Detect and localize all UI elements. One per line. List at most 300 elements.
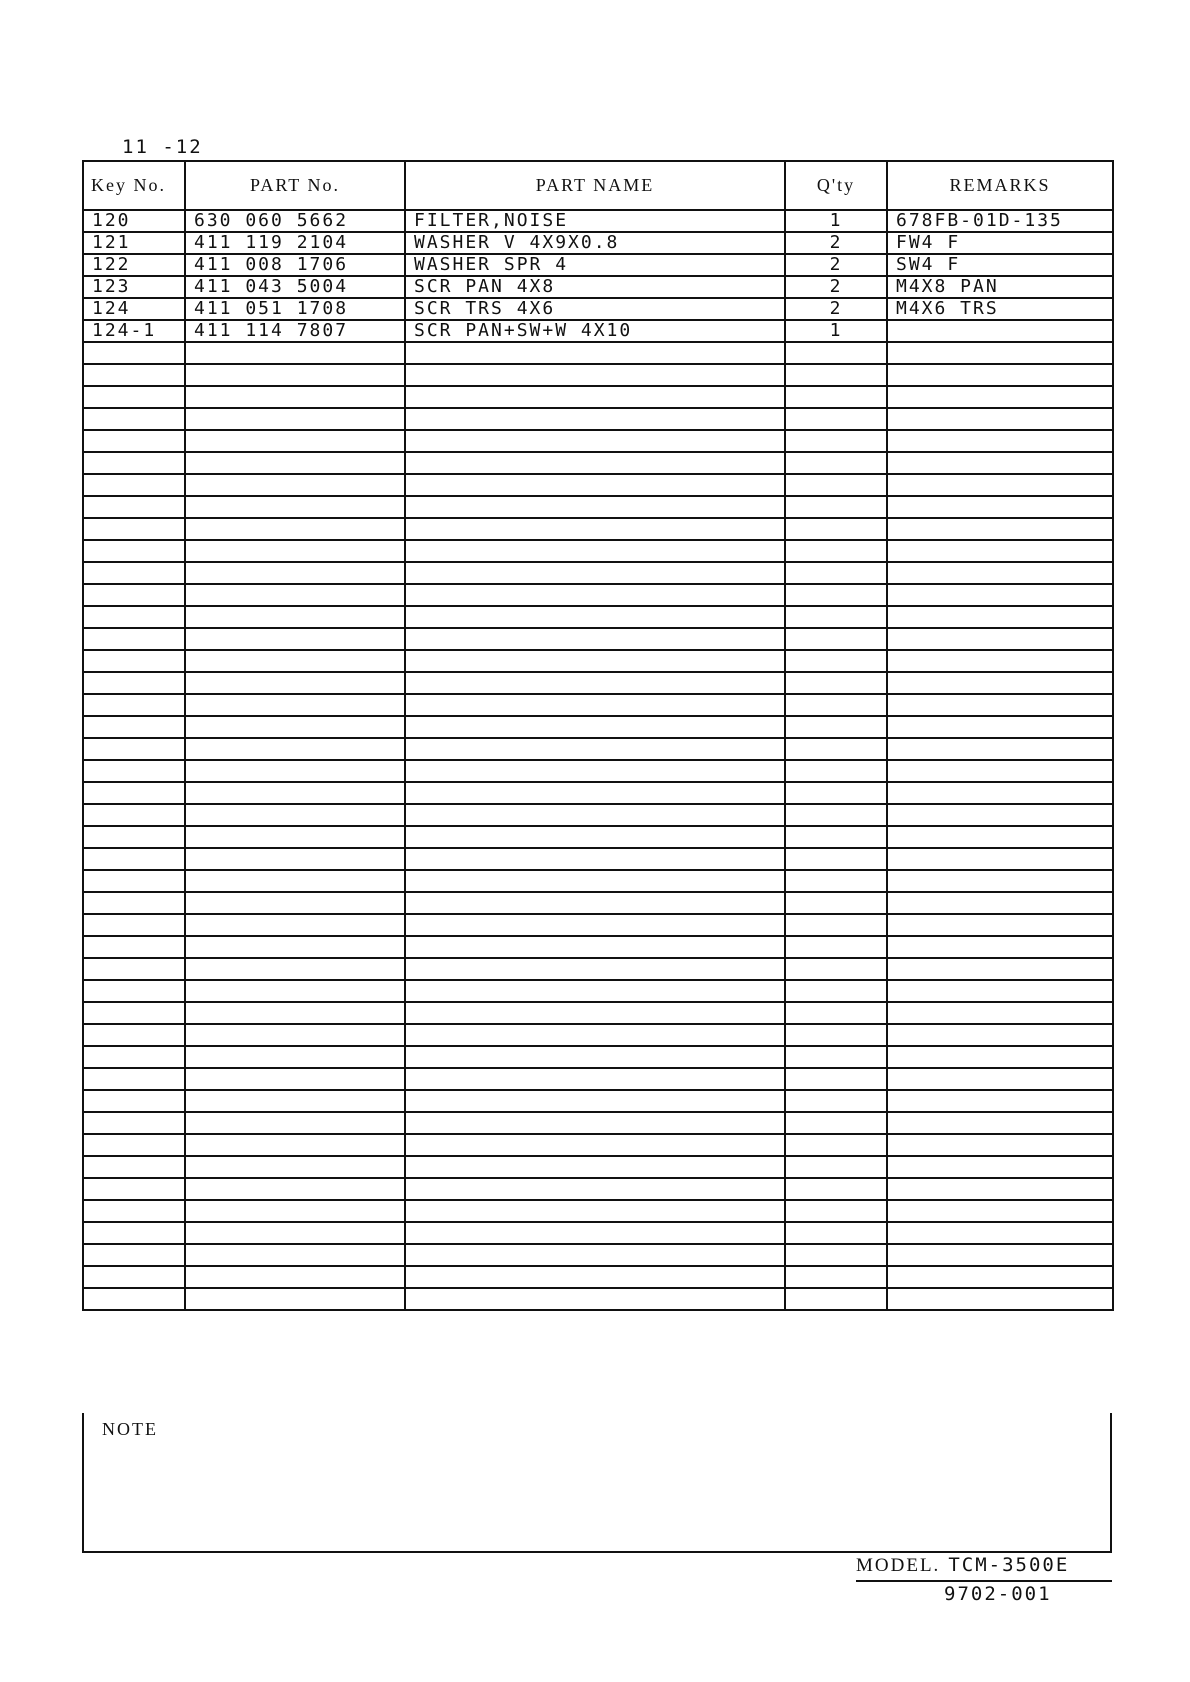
- cell-part-name: [405, 892, 785, 914]
- cell-qty: [785, 958, 887, 980]
- cell-key-no: [83, 716, 185, 738]
- header-remarks: REMARKS: [887, 161, 1113, 210]
- cell-remarks: [887, 958, 1113, 980]
- cell-key-no: [83, 562, 185, 584]
- cell-key-no: [83, 1244, 185, 1266]
- cell-part-no: 411 008 1706: [185, 254, 405, 276]
- cell-key-no: [83, 1222, 185, 1244]
- header-key-no: Key No.: [83, 161, 185, 210]
- cell-key-no: [83, 892, 185, 914]
- document-code: 9702-001: [944, 1583, 1052, 1605]
- cell-remarks: [887, 474, 1113, 496]
- cell-remarks: [887, 1156, 1113, 1178]
- cell-part-no: [185, 848, 405, 870]
- cell-part-name: [405, 540, 785, 562]
- cell-remarks: [887, 1266, 1113, 1288]
- cell-key-no: [83, 694, 185, 716]
- cell-part-name: FILTER,NOISE: [405, 210, 785, 232]
- table-row: [83, 892, 1113, 914]
- cell-part-name: SCR PAN 4X8: [405, 276, 785, 298]
- cell-remarks: [887, 782, 1113, 804]
- cell-part-name: [405, 430, 785, 452]
- cell-part-no: [185, 452, 405, 474]
- table-row: [83, 1068, 1113, 1090]
- cell-qty: [785, 584, 887, 606]
- cell-remarks: 678FB-01D-135: [887, 210, 1113, 232]
- table-row: [83, 562, 1113, 584]
- cell-part-name: [405, 342, 785, 364]
- cell-qty: [785, 1002, 887, 1024]
- cell-remarks: [887, 650, 1113, 672]
- cell-qty: [785, 804, 887, 826]
- table-row: [83, 804, 1113, 826]
- cell-qty: [785, 606, 887, 628]
- cell-part-no: [185, 716, 405, 738]
- cell-part-name: [405, 1200, 785, 1222]
- cell-part-no: [185, 364, 405, 386]
- cell-remarks: [887, 540, 1113, 562]
- table-header-row: [83, 161, 1113, 210]
- cell-key-no: 124: [83, 298, 185, 320]
- cell-part-name: [405, 606, 785, 628]
- table-row: [83, 1200, 1113, 1222]
- cell-part-name: [405, 628, 785, 650]
- cell-key-no: [83, 1068, 185, 1090]
- table-row: [83, 1002, 1113, 1024]
- cell-key-no: [83, 1266, 185, 1288]
- cell-qty: [785, 1288, 887, 1310]
- cell-qty: [785, 364, 887, 386]
- table-row: [83, 232, 1113, 254]
- table-row: [83, 826, 1113, 848]
- model-value: TCM-3500E: [948, 1554, 1070, 1576]
- cell-qty: [785, 870, 887, 892]
- cell-part-no: [185, 1156, 405, 1178]
- cell-remarks: [887, 408, 1113, 430]
- cell-part-no: [185, 650, 405, 672]
- table-row: [83, 628, 1113, 650]
- cell-part-no: [185, 430, 405, 452]
- cell-part-name: [405, 1024, 785, 1046]
- cell-qty: 1: [785, 210, 887, 232]
- cell-remarks: [887, 1090, 1113, 1112]
- cell-part-no: [185, 672, 405, 694]
- cell-remarks: [887, 672, 1113, 694]
- cell-qty: [785, 1024, 887, 1046]
- table-row: [83, 716, 1113, 738]
- cell-remarks: [887, 430, 1113, 452]
- cell-part-no: [185, 826, 405, 848]
- cell-part-name: [405, 1134, 785, 1156]
- cell-part-no: [185, 540, 405, 562]
- cell-qty: 2: [785, 232, 887, 254]
- cell-part-no: [185, 760, 405, 782]
- cell-key-no: [83, 804, 185, 826]
- cell-key-no: [83, 936, 185, 958]
- cell-remarks: [887, 1244, 1113, 1266]
- cell-qty: [785, 496, 887, 518]
- cell-part-no: [185, 496, 405, 518]
- cell-qty: [785, 826, 887, 848]
- cell-part-name: SCR TRS 4X6: [405, 298, 785, 320]
- cell-remarks: [887, 1068, 1113, 1090]
- cell-remarks: [887, 848, 1113, 870]
- cell-part-no: [185, 1222, 405, 1244]
- cell-key-no: [83, 1002, 185, 1024]
- cell-part-name: [405, 1266, 785, 1288]
- table-row: [83, 1112, 1113, 1134]
- cell-part-name: SCR PAN+SW+W 4X10: [405, 320, 785, 342]
- cell-qty: [785, 760, 887, 782]
- cell-part-name: [405, 848, 785, 870]
- cell-qty: [785, 1134, 887, 1156]
- cell-part-name: [405, 716, 785, 738]
- cell-part-no: [185, 1024, 405, 1046]
- cell-qty: [785, 1112, 887, 1134]
- table-row: [83, 496, 1113, 518]
- cell-part-no: [185, 1288, 405, 1310]
- cell-part-no: [185, 1090, 405, 1112]
- cell-remarks: [887, 1024, 1113, 1046]
- cell-part-no: [185, 958, 405, 980]
- cell-part-name: WASHER SPR 4: [405, 254, 785, 276]
- table-row: [83, 540, 1113, 562]
- cell-part-name: [405, 474, 785, 496]
- cell-part-no: [185, 1046, 405, 1068]
- cell-remarks: FW4 F: [887, 232, 1113, 254]
- cell-part-name: [405, 1178, 785, 1200]
- cell-remarks: [887, 562, 1113, 584]
- cell-part-no: [185, 518, 405, 540]
- table-row: [83, 1046, 1113, 1068]
- cell-part-name: [405, 738, 785, 760]
- cell-part-name: [405, 584, 785, 606]
- table-row: [83, 936, 1113, 958]
- header-part-name: PART NAME: [405, 161, 785, 210]
- cell-remarks: [887, 386, 1113, 408]
- table-row: [83, 694, 1113, 716]
- cell-key-no: 123: [83, 276, 185, 298]
- note-label: NOTE: [102, 1419, 158, 1439]
- cell-qty: [785, 738, 887, 760]
- cell-qty: [785, 1266, 887, 1288]
- table-row: [83, 1156, 1113, 1178]
- cell-qty: [785, 386, 887, 408]
- table-row: [83, 1024, 1113, 1046]
- cell-remarks: [887, 1046, 1113, 1068]
- cell-remarks: [887, 914, 1113, 936]
- cell-qty: [785, 628, 887, 650]
- table-row: [83, 782, 1113, 804]
- cell-part-name: [405, 562, 785, 584]
- table-row: [83, 254, 1113, 276]
- cell-part-name: [405, 694, 785, 716]
- cell-qty: [785, 430, 887, 452]
- model-label: MODEL.: [856, 1555, 941, 1576]
- cell-qty: [785, 848, 887, 870]
- cell-qty: [785, 1200, 887, 1222]
- table-row: [83, 958, 1113, 980]
- cell-key-no: [83, 474, 185, 496]
- cell-remarks: SW4 F: [887, 254, 1113, 276]
- cell-key-no: [83, 826, 185, 848]
- cell-qty: [785, 1156, 887, 1178]
- cell-qty: [785, 892, 887, 914]
- cell-part-no: [185, 386, 405, 408]
- table-row: [83, 650, 1113, 672]
- table-row: [83, 1266, 1113, 1288]
- table-row: [83, 1222, 1113, 1244]
- table-row: [83, 430, 1113, 452]
- cell-remarks: M4X8 PAN: [887, 276, 1113, 298]
- cell-part-no: 411 043 5004: [185, 276, 405, 298]
- cell-part-no: [185, 584, 405, 606]
- cell-key-no: [83, 1156, 185, 1178]
- cell-key-no: [83, 760, 185, 782]
- cell-remarks: [887, 452, 1113, 474]
- table-row: [83, 408, 1113, 430]
- table-row: [83, 518, 1113, 540]
- cell-part-name: [405, 1222, 785, 1244]
- cell-part-name: [405, 1046, 785, 1068]
- cell-qty: [785, 408, 887, 430]
- cell-part-no: 411 051 1708: [185, 298, 405, 320]
- cell-part-name: WASHER V 4X9X0.8: [405, 232, 785, 254]
- cell-remarks: M4X6 TRS: [887, 298, 1113, 320]
- cell-part-name: [405, 980, 785, 1002]
- cell-qty: [785, 650, 887, 672]
- cell-key-no: [83, 958, 185, 980]
- table-row: [83, 914, 1113, 936]
- cell-key-no: [83, 1024, 185, 1046]
- cell-qty: [785, 936, 887, 958]
- cell-qty: 2: [785, 276, 887, 298]
- cell-remarks: [887, 804, 1113, 826]
- cell-part-name: [405, 914, 785, 936]
- cell-qty: [785, 342, 887, 364]
- cell-remarks: [887, 1200, 1113, 1222]
- cell-part-name: [405, 496, 785, 518]
- cell-qty: [785, 1090, 887, 1112]
- cell-part-no: [185, 782, 405, 804]
- cell-part-name: [405, 386, 785, 408]
- cell-part-name: [405, 1244, 785, 1266]
- cell-part-no: [185, 936, 405, 958]
- cell-remarks: [887, 1112, 1113, 1134]
- cell-part-name: [405, 1090, 785, 1112]
- cell-qty: [785, 540, 887, 562]
- cell-key-no: [83, 430, 185, 452]
- table-row: [83, 1244, 1113, 1266]
- cell-key-no: [83, 342, 185, 364]
- table-row: [83, 364, 1113, 386]
- cell-part-name: [405, 1112, 785, 1134]
- cell-part-no: [185, 892, 405, 914]
- table-row: [83, 980, 1113, 1002]
- cell-key-no: [83, 672, 185, 694]
- cell-key-no: 121: [83, 232, 185, 254]
- cell-qty: [785, 914, 887, 936]
- cell-part-no: [185, 1002, 405, 1024]
- table-row: [83, 870, 1113, 892]
- cell-key-no: [83, 914, 185, 936]
- cell-part-no: [185, 1112, 405, 1134]
- cell-part-name: [405, 804, 785, 826]
- table-row: [83, 584, 1113, 606]
- cell-key-no: [83, 496, 185, 518]
- table-row: [83, 210, 1113, 232]
- cell-remarks: [887, 584, 1113, 606]
- cell-remarks: [887, 760, 1113, 782]
- cell-remarks: [887, 870, 1113, 892]
- cell-remarks: [887, 936, 1113, 958]
- cell-qty: [785, 694, 887, 716]
- cell-part-name: [405, 1068, 785, 1090]
- cell-key-no: [83, 1178, 185, 1200]
- cell-remarks: [887, 496, 1113, 518]
- cell-qty: [785, 474, 887, 496]
- cell-part-name: [405, 936, 785, 958]
- table-row: [83, 320, 1113, 342]
- cell-part-no: [185, 342, 405, 364]
- table-row: [83, 760, 1113, 782]
- cell-part-name: [405, 452, 785, 474]
- cell-part-name: [405, 1002, 785, 1024]
- cell-qty: [785, 1244, 887, 1266]
- cell-part-no: 411 114 7807: [185, 320, 405, 342]
- cell-remarks: [887, 1134, 1113, 1156]
- cell-remarks: [887, 518, 1113, 540]
- table-row: [83, 672, 1113, 694]
- cell-part-name: [405, 408, 785, 430]
- table-row: [83, 1134, 1113, 1156]
- cell-remarks: [887, 1222, 1113, 1244]
- cell-key-no: [83, 386, 185, 408]
- note-box: [82, 1413, 1112, 1553]
- cell-part-no: [185, 694, 405, 716]
- cell-key-no: [83, 584, 185, 606]
- cell-part-name: [405, 1156, 785, 1178]
- table-row: [83, 1090, 1113, 1112]
- cell-part-name: [405, 760, 785, 782]
- cell-part-no: [185, 408, 405, 430]
- cell-part-no: [185, 738, 405, 760]
- cell-key-no: [83, 738, 185, 760]
- cell-key-no: [83, 1112, 185, 1134]
- cell-part-no: [185, 980, 405, 1002]
- cell-key-no: [83, 870, 185, 892]
- table-row: [83, 386, 1113, 408]
- cell-part-no: [185, 628, 405, 650]
- cell-qty: [785, 562, 887, 584]
- cell-key-no: [83, 540, 185, 562]
- cell-part-name: [405, 650, 785, 672]
- parts-table: [82, 160, 1114, 1311]
- table-row: [83, 298, 1113, 320]
- cell-qty: 1: [785, 320, 887, 342]
- cell-remarks: [887, 738, 1113, 760]
- table-row: [83, 474, 1113, 496]
- cell-part-no: 630 060 5662: [185, 210, 405, 232]
- cell-part-no: [185, 606, 405, 628]
- cell-part-no: [185, 1200, 405, 1222]
- table-row: [83, 1178, 1113, 1200]
- cell-qty: 2: [785, 298, 887, 320]
- model-line: [856, 1554, 1112, 1582]
- cell-key-no: [83, 606, 185, 628]
- cell-key-no: [83, 782, 185, 804]
- cell-remarks: [887, 364, 1113, 386]
- cell-part-no: [185, 474, 405, 496]
- cell-key-no: [83, 1134, 185, 1156]
- cell-part-name: [405, 958, 785, 980]
- cell-remarks: [887, 606, 1113, 628]
- cell-key-no: [83, 1046, 185, 1068]
- cell-part-name: [405, 826, 785, 848]
- cell-remarks: [887, 826, 1113, 848]
- cell-part-name: [405, 870, 785, 892]
- cell-key-no: [83, 848, 185, 870]
- table-row: [83, 1288, 1113, 1310]
- cell-remarks: [887, 1002, 1113, 1024]
- cell-remarks: [887, 342, 1113, 364]
- cell-qty: [785, 716, 887, 738]
- cell-part-name: [405, 782, 785, 804]
- cell-qty: [785, 1178, 887, 1200]
- table-row: [83, 276, 1113, 298]
- cell-part-no: [185, 1266, 405, 1288]
- cell-qty: [785, 1222, 887, 1244]
- cell-qty: [785, 782, 887, 804]
- cell-part-name: [405, 364, 785, 386]
- table-row: [83, 848, 1113, 870]
- page-label: 11 -12: [122, 136, 203, 158]
- cell-key-no: [83, 628, 185, 650]
- cell-part-no: [185, 870, 405, 892]
- cell-part-no: [185, 1134, 405, 1156]
- cell-part-no: 411 119 2104: [185, 232, 405, 254]
- cell-part-name: [405, 672, 785, 694]
- cell-key-no: 122: [83, 254, 185, 276]
- cell-remarks: [887, 1178, 1113, 1200]
- cell-qty: [785, 518, 887, 540]
- cell-part-no: [185, 562, 405, 584]
- header-qty: Q'ty: [785, 161, 887, 210]
- table-row: [83, 738, 1113, 760]
- cell-qty: [785, 1046, 887, 1068]
- cell-key-no: 120: [83, 210, 185, 232]
- cell-remarks: [887, 1288, 1113, 1310]
- cell-key-no: [83, 408, 185, 430]
- cell-part-name: [405, 1288, 785, 1310]
- cell-key-no: [83, 452, 185, 474]
- cell-key-no: [83, 650, 185, 672]
- cell-key-no: [83, 1288, 185, 1310]
- cell-remarks: [887, 628, 1113, 650]
- cell-remarks: [887, 980, 1113, 1002]
- cell-key-no: [83, 1200, 185, 1222]
- cell-key-no: [83, 1090, 185, 1112]
- table-row: [83, 452, 1113, 474]
- cell-key-no: 124-1: [83, 320, 185, 342]
- cell-remarks: [887, 892, 1113, 914]
- cell-remarks: [887, 694, 1113, 716]
- cell-qty: [785, 672, 887, 694]
- table-row: [83, 606, 1113, 628]
- cell-qty: [785, 452, 887, 474]
- cell-part-no: [185, 804, 405, 826]
- cell-part-no: [185, 1068, 405, 1090]
